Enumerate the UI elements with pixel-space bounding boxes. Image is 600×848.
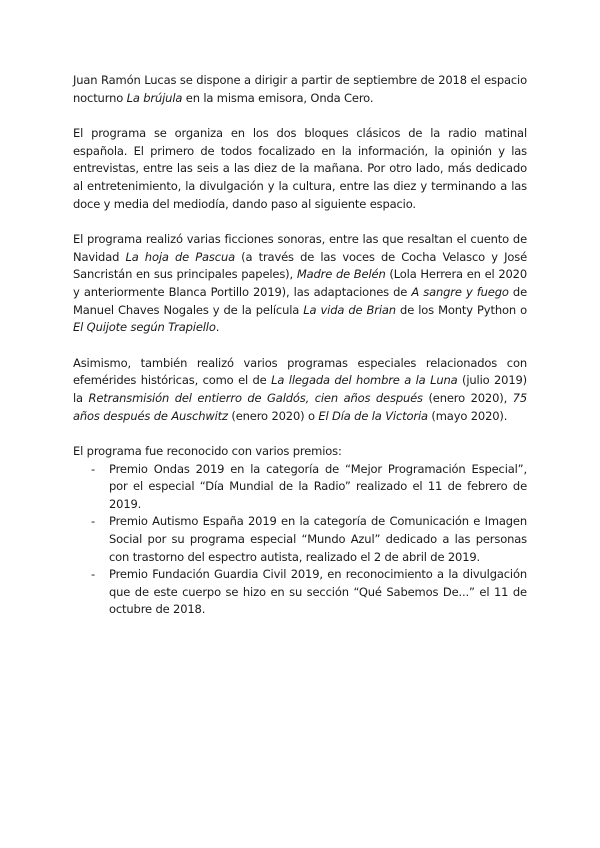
italic-title: El Quijote según Trapiello bbox=[73, 320, 216, 335]
text-run: en la misma emisora, Onda Cero. bbox=[182, 90, 374, 105]
document-body bbox=[73, 72, 527, 619]
paragraph-special-programs bbox=[73, 355, 527, 425]
italic-title: La vida de Brian bbox=[303, 302, 396, 317]
italic-title: El Día de la Victoria bbox=[318, 408, 428, 423]
italic-title: Madre de Belén bbox=[296, 267, 386, 282]
text-run: (a través de las voces de Cocha Velasco y José Sancristán en sus principales papeles), bbox=[73, 249, 527, 282]
paragraph-awards-intro bbox=[73, 443, 527, 461]
italic-title: La brújula bbox=[126, 90, 183, 105]
text-run: El programa realizó varias ficciones sonoras, entre las que resaltan el cuento de Navidad bbox=[73, 232, 527, 264]
list-item bbox=[73, 566, 527, 619]
paragraph-program-structure bbox=[73, 125, 527, 213]
paragraph-audio-fiction bbox=[73, 231, 527, 337]
italic-title: La hoja de Pascua bbox=[125, 249, 235, 264]
list-dash: - bbox=[91, 514, 95, 529]
list-item bbox=[73, 513, 527, 566]
text-run: . bbox=[215, 320, 220, 335]
list-dash: - bbox=[91, 567, 95, 582]
paragraph-intro bbox=[73, 72, 527, 107]
text-run: (enero 2020) o bbox=[227, 408, 319, 423]
text-run: de Manuel Chaves Nogales y de la película bbox=[73, 284, 527, 317]
award-text: Premio Autismo España 2019 en la categoría de Comunicación e Imagen Social por su programa especial “Mundo Azul” dedicado a las personas con trastorno del espectro autista, realizado el 2 de abril de 2019. bbox=[109, 514, 527, 564]
text-run: (mayo 2020). bbox=[427, 408, 508, 423]
text-run: Asimismo, también realizó varios programas especiales relacionados con efemérides históricas, como el de bbox=[73, 355, 527, 388]
italic-title: Retransmisión del entierro de Galdós, cien años después bbox=[88, 390, 423, 405]
list-dash: - bbox=[91, 461, 95, 476]
italic-title: A sangre y fuego bbox=[411, 284, 509, 299]
awards-list bbox=[73, 461, 527, 619]
italic-title: La llegada del hombre a la Luna bbox=[271, 373, 458, 388]
list-item bbox=[73, 461, 527, 514]
italic-title: 75 años después de Auschwitz bbox=[73, 390, 528, 423]
text-run: El programa se organiza en los dos bloques clásicos de la radio matinal española. El primero de todos focalizado en la información, la opinión y las entrevistas, entre las seis a las diez de la mañana. Por otro lado, más dedicado al entretenimiento, la divulgación y la cultura, entre las diez y terminando a las doce y media del mediodía, dando paso al siguiente espacio. bbox=[73, 126, 527, 211]
text-run: (enero 2020), bbox=[422, 390, 513, 405]
award-text: Premio Ondas 2019 en la categoría de “Mejor Programación Especial”, por el especial “Día Mundial de la Radio” realizado el 11 de febrero de 2019. bbox=[109, 461, 527, 511]
text-run: (julio 2019) la bbox=[73, 373, 527, 405]
text-run: Juan Ramón Lucas se dispone a dirigir a partir de septiembre de 2018 el espacio nocturno bbox=[73, 73, 527, 105]
award-text: Premio Fundación Guardia Civil 2019, en reconocimiento a la divulgación que de este cuerpo se hizo en su sección “Qué Sabemos De...” el 11 de octubre de 2018. bbox=[109, 567, 527, 617]
text-run: El programa fue reconocido con varios premios: bbox=[73, 444, 342, 459]
text-run: de los Monty Python o bbox=[395, 302, 527, 317]
text-run: (Lola Herrera en el 2020 y anteriormente Blanca Portillo 2019), las adaptaciones de bbox=[73, 267, 527, 299]
